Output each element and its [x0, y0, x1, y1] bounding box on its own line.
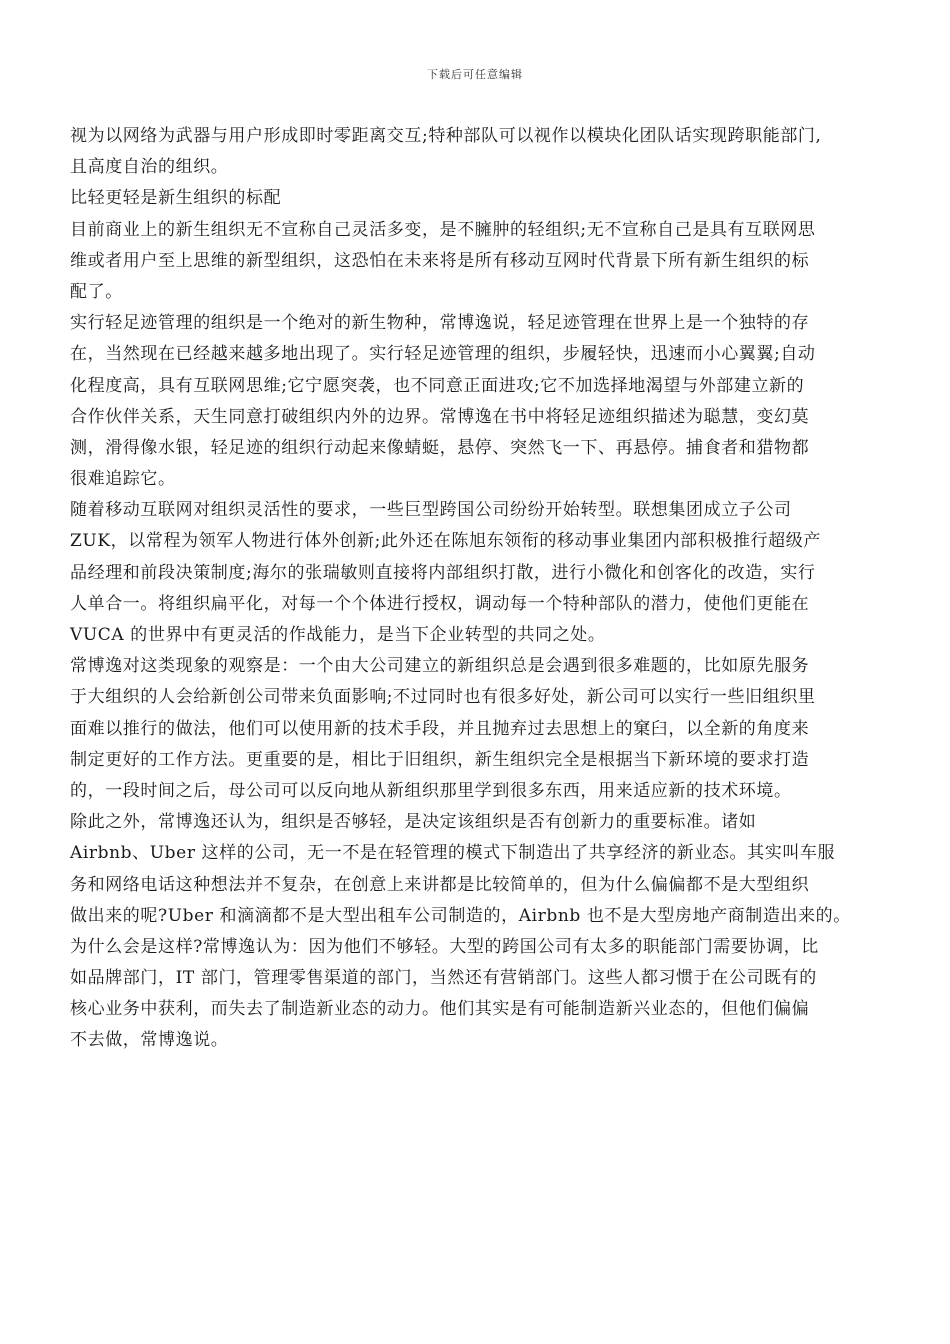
text-line: 为什么会是这样?常博逸认为：因为他们不够轻。大型的跨国公司有太多的职能部门需要协调，比	[70, 936, 819, 957]
text-line: 在，当然现在已经越来越多地出现了。实行轻足迹管理的组织，步履轻快，迅速而小心翼翼;自动	[70, 344, 816, 365]
text-line: Airbnb、Uber 这样的公司，无一不是在轻管理的模式下制造出了共享经济的新业态。其实叫车服	[70, 843, 836, 864]
text-line: 人单合一。将组织扁平化，对每一个个体进行授权，调动每一个特种部队的潜力，使他们更能在	[70, 593, 810, 614]
text-line: 配了。	[70, 281, 123, 302]
text-line: 务和网络电话这种想法并不复杂，在创意上来讲都是比较简单的，但为什么偏偏都不是大型组织	[70, 874, 810, 895]
text-line: 如品牌部门，IT 部门，管理零售渠道的部门，当然还有营销部门。这些人都习惯于在公司既有的	[70, 968, 817, 989]
text-line: 品经理和前段决策制度;海尔的张瑞敏则直接将内部组织打散，进行小微化和创客化的改造，实行	[70, 562, 816, 583]
text-line: 化程度高，具有互联网思维;它宁愿突袭，也不同意正面进攻;它不加选择地渴望与外部建立新的	[70, 375, 805, 396]
text-line: 于大组织的人会给新创公司带来负面影响;不过同时也有很多好处，新公司可以实行一些旧组织里	[70, 687, 816, 708]
text-line: 维或者用户至上思维的新型组织，这恐怕在未来将是所有移动互网时代背景下所有新生组织的标	[70, 250, 810, 271]
text-line: 视为以网络为武器与用户形成即时零距离交互;特种部队可以视作以模块化团队话实现跨职能部门,	[70, 126, 822, 146]
text-line: 目前商业上的新生组织无不宣称自己灵活多变，是不臃肿的轻组织;无不宣称自己是具有互联网思	[70, 219, 816, 240]
text-line: 实行轻足迹管理的组织是一个绝对的新生物种，常博逸说，轻足迹管理在世界上是一个独特的存	[70, 313, 810, 334]
text-line: 合作伙伴关系，天生同意打破组织内外的边界。常博逸在书中将轻足迹组织描述为聪慧，变幻莫	[70, 406, 810, 427]
text-line: 做出来的呢?Uber 和滴滴都不是大型出租车公司制造的，Airbnb 也不是大型房地产商制造出来的。	[70, 905, 851, 926]
text-line: 测，滑得像水银，轻足迹的组织行动起来像蜻蜓，悬停、突然飞一下、再悬停。捕食者和猎物都	[70, 437, 810, 458]
text-line: 核心业务中获利，而失去了制造新业态的动力。他们其实是有可能制造新兴业态的，但他们偏偏	[70, 999, 810, 1020]
article-body	[70, 121, 890, 1057]
text-line: 很难追踪它。	[70, 469, 176, 490]
text-line: 的，一段时间之后，母公司可以反向地从新组织那里学到很多东西，用来适应新的技术环境。	[70, 780, 792, 801]
text-line: VUCA 的世界中有更灵活的作战能力，是当下企业转型的共同之处。	[70, 625, 606, 645]
page-header: 下载后可任意编辑	[427, 68, 523, 81]
text-line: 除此之外，常博逸还认为，组织是否够轻，是决定该组织是否有创新力的重要标准。诸如	[70, 812, 757, 833]
text-line: 制定更好的工作方法。更重要的是，相比于旧组织，新生组织完全是根据当下新环境的要求打造	[70, 749, 810, 770]
text-line: 面难以推行的做法，他们可以使用新的技术手段，并且抛弃过去思想上的窠臼，以全新的角度来	[70, 718, 810, 739]
text-line: 常博逸对这类现象的观察是：一个由大公司建立的新组织总是会遇到很多难题的，比如原先服务	[70, 656, 810, 677]
text-line: 不去做，常博逸说。	[70, 1030, 229, 1051]
text-line: 随着移动互联网对组织灵活性的要求，一些巨型跨国公司纷纷开始转型。联想集团成立子公司	[70, 500, 792, 521]
text-line: ZUK，以常程为领军人物进行体外创新;此外还在陈旭东领衔的移动事业集团内部积极推行超级产	[70, 531, 821, 552]
text-line: 且高度自治的组织。	[70, 157, 229, 178]
section-heading: 比轻更轻是新生组织的标配	[70, 188, 282, 209]
